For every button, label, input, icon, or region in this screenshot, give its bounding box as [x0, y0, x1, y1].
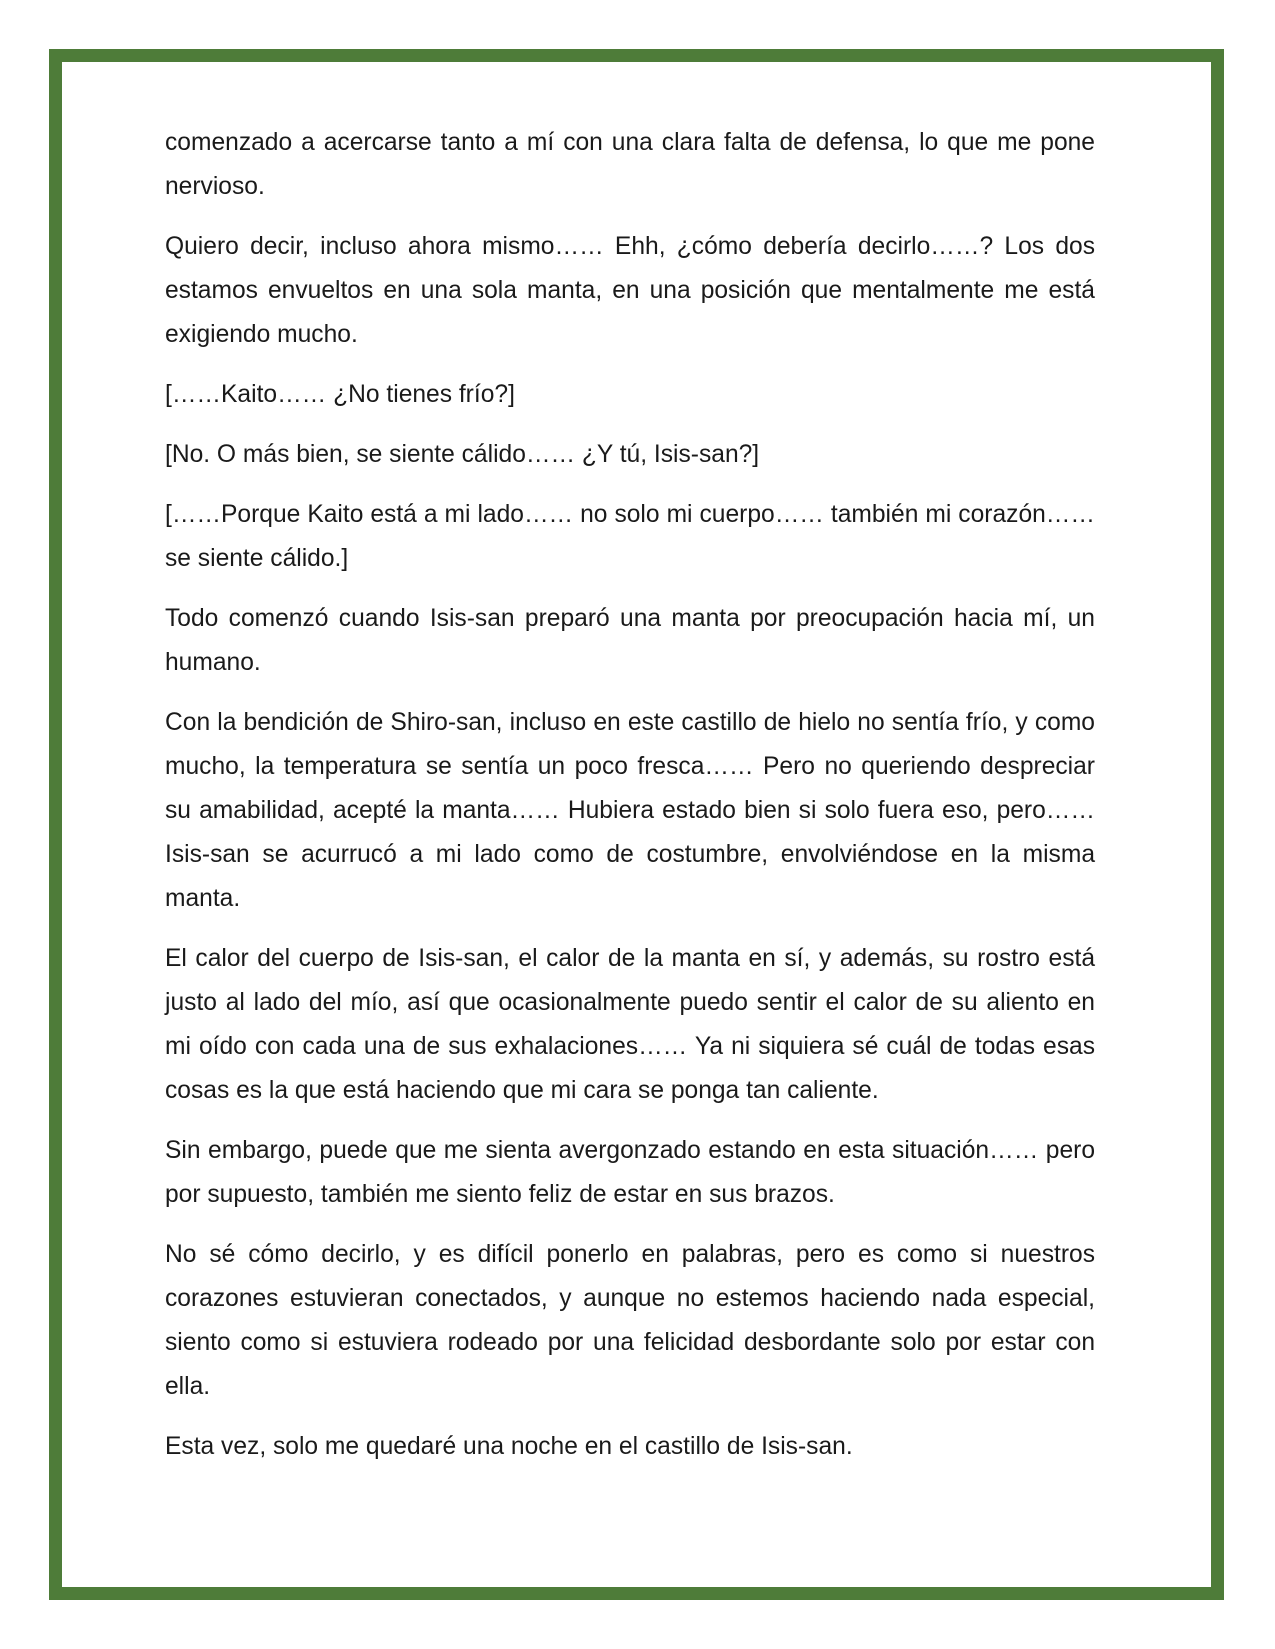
paragraph: Quiero decir, incluso ahora mismo…… Ehh, ¿cómo debería decirlo……? Los dos estamos envueltos en una sola manta, en una posición que mentalmente me está exigiendo mucho. [165, 233, 1095, 348]
document-body [165, 121, 1095, 1485]
dialogue-line: [No. O más bien, se siente cálido…… ¿Y tú, Isis-san?] [165, 441, 760, 468]
paragraph: Todo comenzó cuando Isis-san preparó una manta por preocupación hacia mí, un humano. [165, 605, 1095, 676]
paragraph: Sin embargo, puede que me sienta avergonzado estando en esta situación…… pero por supuesto, también me siento feliz de estar en sus brazos. [165, 1137, 1095, 1208]
paragraph: Con la bendición de Shiro-san, incluso en este castillo de hielo no sentía frío, y como mucho, la temperatura se sentía un poco fresca…… Pero no queriendo despreciar su amabilidad, acepté la manta…… Hubiera estado bien si solo fuera eso, pero…… Isis-san se acurrucó a mi lado como de costumbre, envolviéndose en la misma manta. [165, 709, 1095, 912]
paragraph: El calor del cuerpo de Isis-san, el calor de la manta en sí, y además, su rostro está justo al lado del mío, así que ocasionalmente puedo sentir el calor de su aliento en mi oído con cada una de sus exhalaciones…… Ya ni siquiera sé cuál de todas esas cosas es la que está haciendo que mi cara se ponga tan caliente. [165, 945, 1095, 1104]
paragraph: comenzado a acercarse tanto a mí con una clara falta de defensa, lo que me pone nervioso. [165, 129, 1095, 200]
dialogue-line: [……Porque Kaito está a mi lado…… no solo mi cuerpo…… también mi corazón…… se siente cálido.] [165, 501, 1095, 572]
paragraph: No sé cómo decirlo, y es difícil ponerlo en palabras, pero es como si nuestros corazones estuvieran conectados, y aunque no estemos haciendo nada especial, siento como si estuviera rodeado por una felicidad desbordante solo por estar con ella. [165, 1241, 1095, 1400]
paragraph: Esta vez, solo me quedaré una noche en el castillo de Isis-san. [165, 1433, 853, 1460]
dialogue-line: [……Kaito…… ¿No tienes frío?] [165, 381, 515, 408]
